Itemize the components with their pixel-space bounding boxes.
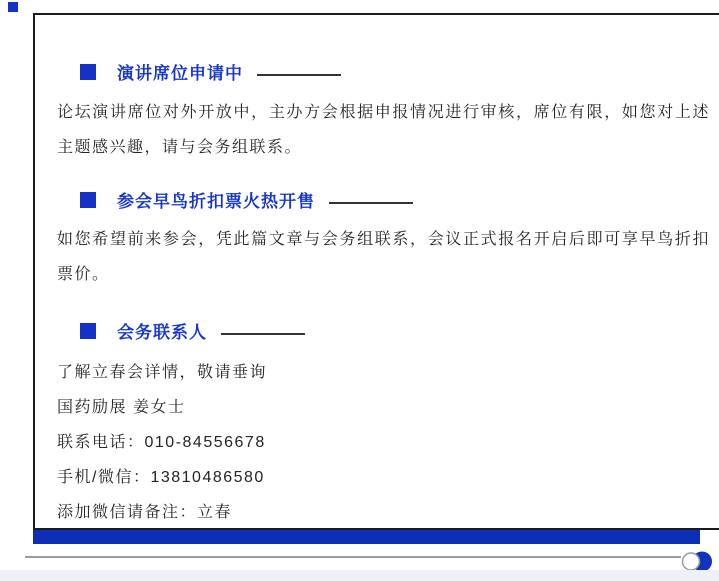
contact-phone-line: 联系电话：010-84556678	[57, 434, 266, 451]
contact-info-block	[57, 355, 710, 530]
footer-background-strip	[0, 570, 719, 581]
square-bullet-icon	[80, 323, 96, 339]
section-title: 演讲席位申请中	[117, 64, 243, 83]
heading-underline	[221, 333, 305, 335]
contact-inquiry-line: 了解立春会详情，敬请垂询	[57, 364, 268, 381]
square-bullet-icon	[80, 64, 96, 80]
article-card	[33, 13, 719, 530]
footer-divider-line	[25, 556, 681, 558]
heading-underline	[329, 202, 413, 204]
section-body-speaking-seats: 论坛演讲席位对外开放中，主办方会根据申报情况进行审核，席位有限，如您对上述主题感兴趣，请与会务组联系。	[57, 104, 710, 156]
section-body-early-bird: 如您希望前来参会，凭此篇文章与会务组联系，会议正式报名开启后即可享早鸟折扣票价。	[57, 231, 710, 283]
section-title: 参会早鸟折扣票火热开售	[117, 192, 315, 211]
corner-accent-square	[8, 2, 18, 12]
square-bullet-icon	[80, 192, 96, 208]
section-title: 会务联系人	[117, 323, 207, 342]
contact-person-line: 国药励展 姜女士	[57, 399, 186, 416]
section-heading-early-bird	[57, 187, 710, 212]
contact-wechat-note-line: 添加微信请备注：立春	[57, 504, 233, 521]
section-heading-speaking-seats	[57, 59, 710, 84]
contact-mobile-wechat-line: 手机/微信：13810486580	[57, 469, 265, 486]
section-heading-contact	[57, 318, 710, 343]
heading-underline	[257, 74, 341, 76]
